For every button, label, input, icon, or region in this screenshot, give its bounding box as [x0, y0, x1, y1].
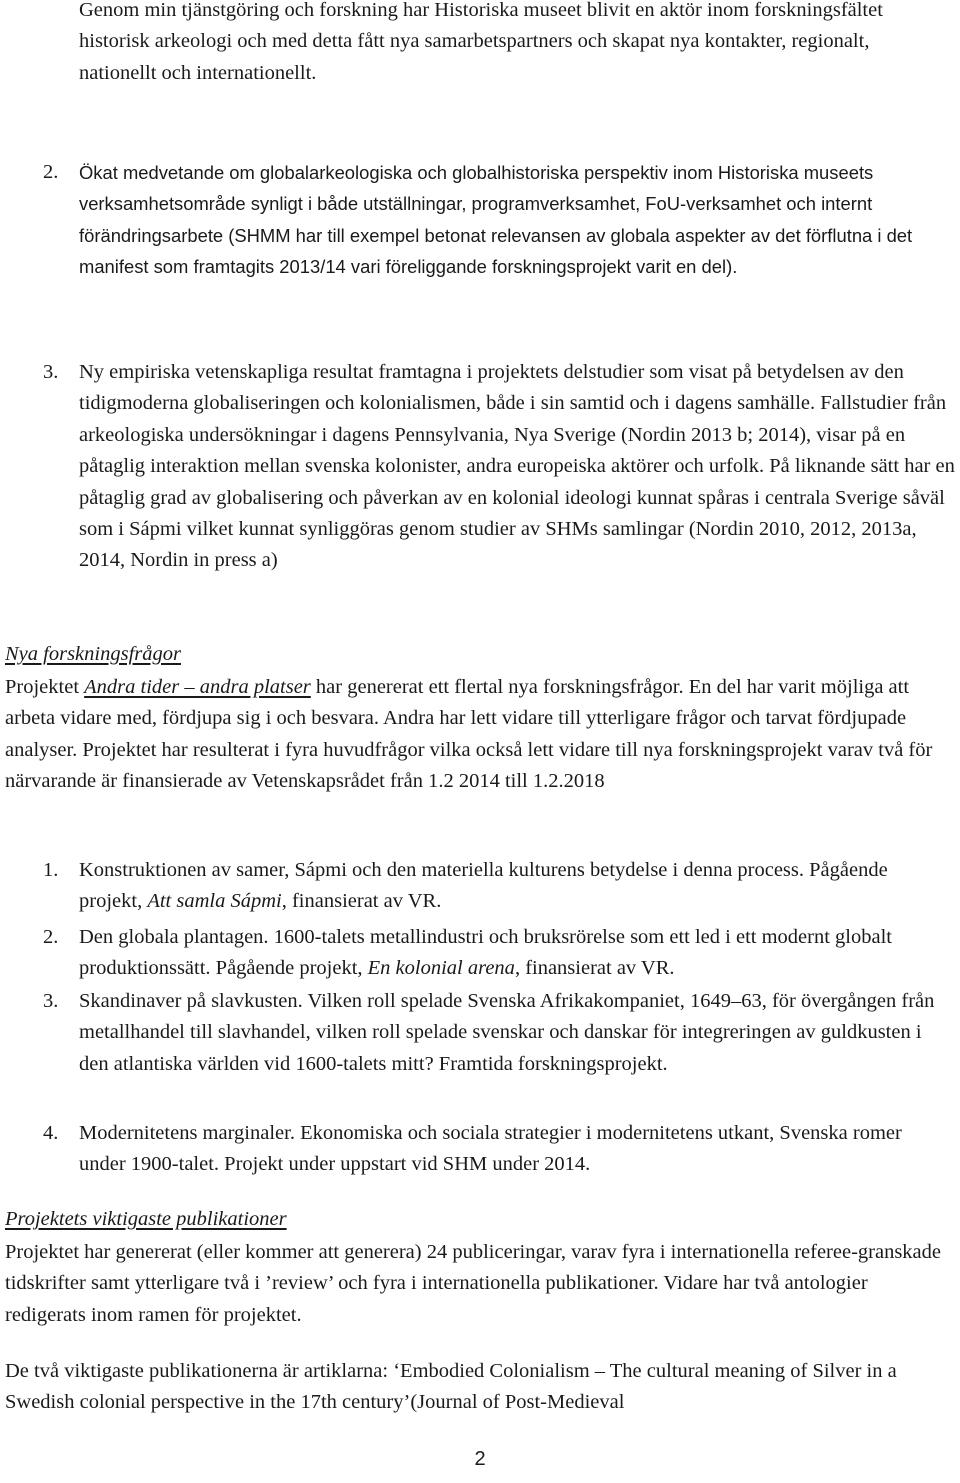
question-text: Skandinaver på slavkusten. Vilken roll spelade Svenska Afrikakompaniet, 1649–63, för övergången från metallhandel till slavhandel, vilken roll spelade svenskar och danskar för integreringen av guldkusten i den atlantiska världen vid 1600-talets mitt? Framtida forskningsprojekt.	[79, 990, 935, 1075]
publications-heading: Projektets viktigaste publikationer	[5, 1208, 287, 1230]
page-number: 2	[474, 1448, 486, 1470]
question-text	[79, 922, 951, 985]
question-project-title: En kolonial arena	[367, 957, 515, 980]
question-text	[79, 855, 951, 918]
publications-paragraph: Projektet har genererat (eller kommer att generera) 24 publiceringar, varav fyra i internationella referee-granskade tidskrifter samt ytterligare två i ’review’ och fyra i internationella publikationer. Vidare har två antologier redigerats inom ramen för projektet.	[5, 1241, 941, 1326]
question-number: 3.	[43, 990, 59, 1012]
question-number: 2.	[43, 926, 59, 948]
question-number: 1.	[43, 859, 59, 881]
point-2-number: 2.	[43, 161, 59, 183]
project-title: Andra tider – andra platser	[84, 676, 311, 698]
articles-paragraph: De två viktigaste publikationerna är artiklarna: ‘Embodied Colonialism – The cultural meaning of Silver in a Swedish colonial perspective in the 17th century’(Journal of Post-Medieval	[5, 1360, 897, 1414]
question-number: 4.	[43, 1122, 59, 1144]
point-3-number: 3.	[43, 361, 59, 383]
question-text-after: , finansierat av VR.	[281, 890, 442, 913]
rq-text-end: har genererat ett flertal nya forskningsfrågor. En del har varit möjliga att arbeta vidare med, fördjupa sig i och besvara. Andra har lett vidare till ytterligare frågor och tarvat fördjupade analyser. Projektet har resulterat i fyra huvudfrågor vilka också lett vidare till nya forskningsprojekt varav två för närvarande är finansierade av Vetenskapsrådet från 1.2 2014 till 1.2.2018	[5, 676, 933, 793]
point-3-text: Ny empiriska vetenskapliga resultat framtagna i projektets delstudier som visat på betydelsen av den tidigmoderna globaliseringen och kolonialismen, både i sin samtid och i dagens samhälle. Fallstudier från arkeologiska undersökningar i dagens Pennsylvania, Nya Sverige (Nordin 2013 b; 2014), visar på en påtaglig interaktion mellan svenska kolonister, andra europeiska aktörer och urfolk. På liknande sätt har en påtaglig grad av globalisering och påverkan av en kolonial ideologi kunnat spåras i centrala Sverige såväl som i Sápmi vilket kunnat synliggöras genom studier av SHMs samlingar (Nordin 2010, 2012, 2013a, 2014, Nordin in press a)	[79, 361, 955, 572]
question-text-before: Den globala plantagen. 1600-talets metallindustri och bruksrörelse som ett led i ett modernt globalt produktionssätt. Pågående projekt,	[79, 926, 892, 980]
question-project-title: Att samla Sápmi	[147, 890, 282, 913]
rq-text-start: Projektet	[5, 676, 85, 698]
question-text-after: , finansierat av VR.	[514, 957, 675, 980]
intro-paragraph: Genom min tjänstgöring och forskning har Historiska museet blivit en aktör inom forskningsfältet historisk arkeologi och med detta fått nya samarbetspartners och skapat nya kontakter, regionalt, nationellt och internationellt.	[79, 0, 883, 84]
question-text-before: Konstruktionen av samer, Sápmi och den materiella kulturens betydelse i denna process. Pågående projekt,	[79, 859, 888, 913]
point-2-text: Ökat medvetande om globalarkeologiska och globalhistoriska perspektiv inom Historiska museets verksamhetsområde synligt i både utställningar, programverksamhet, FoU-verksamhet och internt förändringsarbete (SHMM har till exempel betonat relevansen av globala aspekter av det förflutna i det manifest som framtagits 2013/14 vari föreliggande forskningsprojekt varit en del).	[79, 162, 913, 278]
research-questions-paragraph	[5, 672, 950, 798]
question-text: Modernitetens marginaler. Ekonomiska och sociala strategier i modernitetens utkant, Svenska romer under 1900-talet. Projekt under uppstart vid SHM under 2014.	[79, 1122, 902, 1176]
research-questions-heading: Nya forskningsfrågor	[5, 643, 181, 665]
